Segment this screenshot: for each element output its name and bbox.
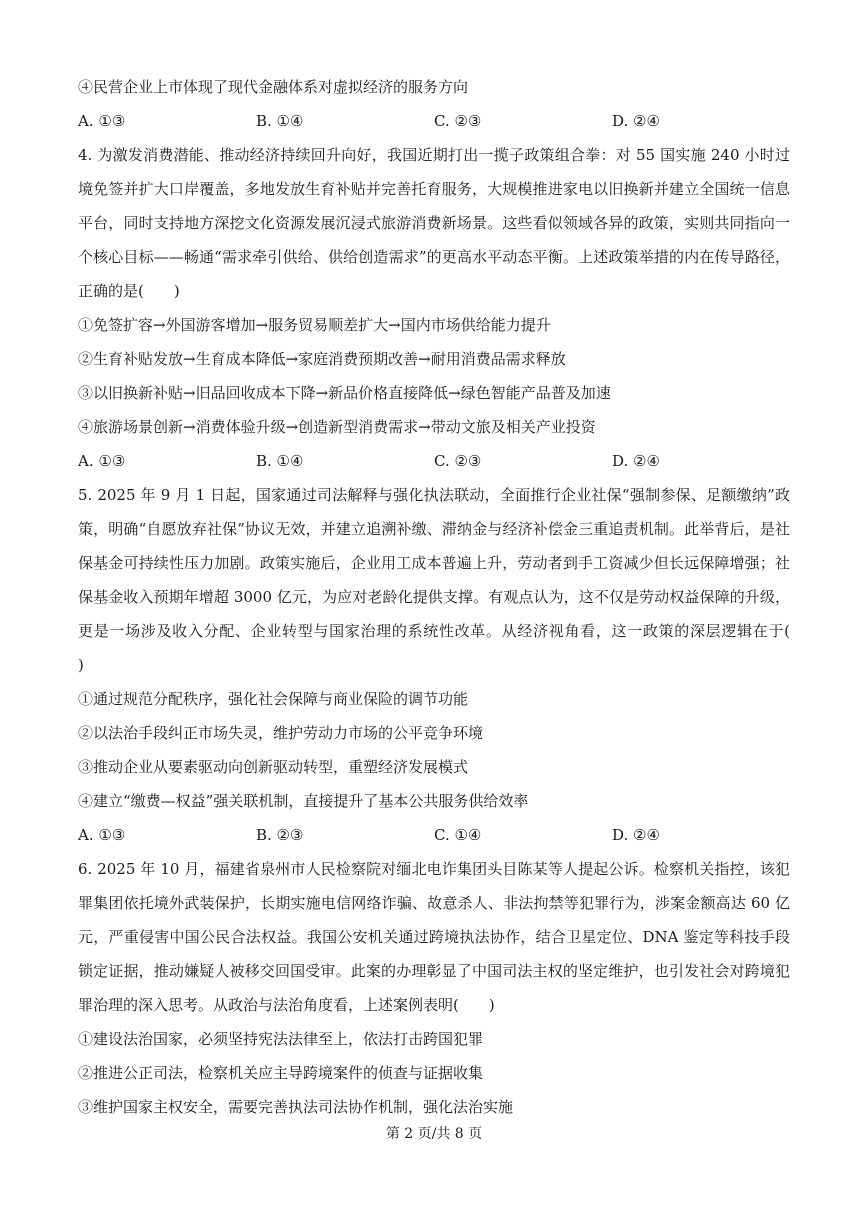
q3-option-a[interactable]: A. ①③ — [78, 112, 126, 130]
q3-option-b[interactable]: B. ①④ — [256, 112, 304, 130]
q4-stem: 4. 为激发消费潜能、推动经济持续回升向好，我国近期打出一揽子政策组合拳：对 55 国实施 240 小时过境免签并扩大口岸覆盖，多地发放生育补贴并完善托育服务，大规模推进家电以旧换新并建立全国统一信息平台，同时支持地方深挖文化资源发展沉浸式旅游消费新场景。这些看似领域各异的政策，实则共同指向一个核心目标——畅通“需求牵引供给、供给创造需求”的更高水平动态平衡。上述政策举措的内在传导路径，正确的是( ) — [78, 146, 790, 300]
q4-item-3: ③以旧换新补贴→旧品回收成本下降→新品价格直接降低→绿色智能产品普及加速 — [78, 384, 611, 402]
q4-option-b[interactable]: B. ①④ — [256, 452, 304, 470]
q4-options — [78, 444, 790, 478]
q5-option-c[interactable]: C. ①④ — [434, 826, 482, 844]
q4-option-a[interactable]: A. ①③ — [78, 452, 126, 470]
q5-option-a[interactable]: A. ①③ — [78, 826, 126, 844]
q6-item-2: ②推进公正司法，检察机关应主导跨境案件的侦查与证据收集 — [78, 1064, 484, 1082]
page-number: 第 2 页/共 8 页 — [385, 1126, 483, 1142]
q5-option-d[interactable]: D. ②④ — [612, 826, 660, 844]
q3-item-4: ④民营企业上市体现了现代金融体系对虚拟经济的服务方向 — [78, 78, 469, 96]
q3-option-c[interactable]: C. ②③ — [434, 112, 482, 130]
q6-item-3: ③维护国家主权安全，需要完善执法司法协作机制，强化法治实施 — [78, 1098, 514, 1116]
q4-option-d[interactable]: D. ②④ — [612, 452, 660, 470]
q4-item-4: ④旅游场景创新→消费体验升级→创造新型消费需求→带动文旅及相关产业投资 — [78, 418, 596, 436]
q5-option-b[interactable]: B. ②③ — [256, 826, 304, 844]
q4-option-c[interactable]: C. ②③ — [434, 452, 482, 470]
q3-option-d[interactable]: D. ②④ — [612, 112, 660, 130]
q5-item-1: ①通过规范分配秩序，强化社会保障与商业保险的调节功能 — [78, 690, 469, 708]
q4-item-2: ②生育补贴发放→生育成本降低→家庭消费预期改善→耐用消费品需求释放 — [78, 350, 566, 368]
q3-options — [78, 104, 790, 138]
q6-item-1: ①建设法治国家，必须坚持宪法法律至上，依法打击跨国犯罪 — [78, 1030, 484, 1048]
q6-stem: 6. 2025 年 10 月，福建省泉州市人民检察院对缅北电诈集团头目陈某等人提起公诉。检察机关指控，该犯罪集团依托境外武装保护，长期实施电信网络诈骗、故意杀人、非法拘禁等犯罪行为，涉案金额高达 60 亿元，严重侵害中国公民合法权益。我国公安机关通过跨境执法协作，结合卫星定位、DNA 鉴定等科技手段锁定证据，推动嫌疑人被移交回国受审。此案的办理彰显了中国司法主权的坚定维护，也引发社会对跨境犯罪治理的深入思考。从政治与法治角度看，上述案例表明( ) — [78, 860, 790, 1014]
q4-item-1: ①免签扩容→外国游客增加→服务贸易顺差扩大→国内市场供给能力提升 — [78, 316, 551, 334]
exam-page — [78, 70, 821, 1124]
q5-item-3: ③推动企业从要素驱动向创新驱动转型，重塑经济发展模式 — [78, 758, 469, 776]
q5-options — [78, 818, 790, 852]
q5-item-4: ④建立“缴费—权益”强关联机制，直接提升了基本公共服务供给效率 — [78, 792, 529, 810]
q5-item-2: ②以法治手段纠正市场失灵，维护劳动力市场的公平竞争环境 — [78, 724, 484, 742]
q5-stem: 5. 2025 年 9 月 1 日起，国家通过司法解释与强化执法联动，全面推行企业社保“强制参保、足额缴纳”政策，明确“自愿放弃社保”协议无效，并建立追溯补缴、滞纳金与经济补偿金三重追责机制。此举背后，是社保基金可持续性压力加剧。政策实施后，企业用工成本普遍上升，劳动者到手工资减少但长远保障增强；社保基金收入预期年增超 3000 亿元，为应对老龄化提供支撑。有观点认为，这不仅是劳动权益保障的升级，更是一场涉及收入分配、企业转型与国家治理的系统性改革。从经济视角看，这一政策的深层逻辑在于( ) — [78, 486, 821, 674]
